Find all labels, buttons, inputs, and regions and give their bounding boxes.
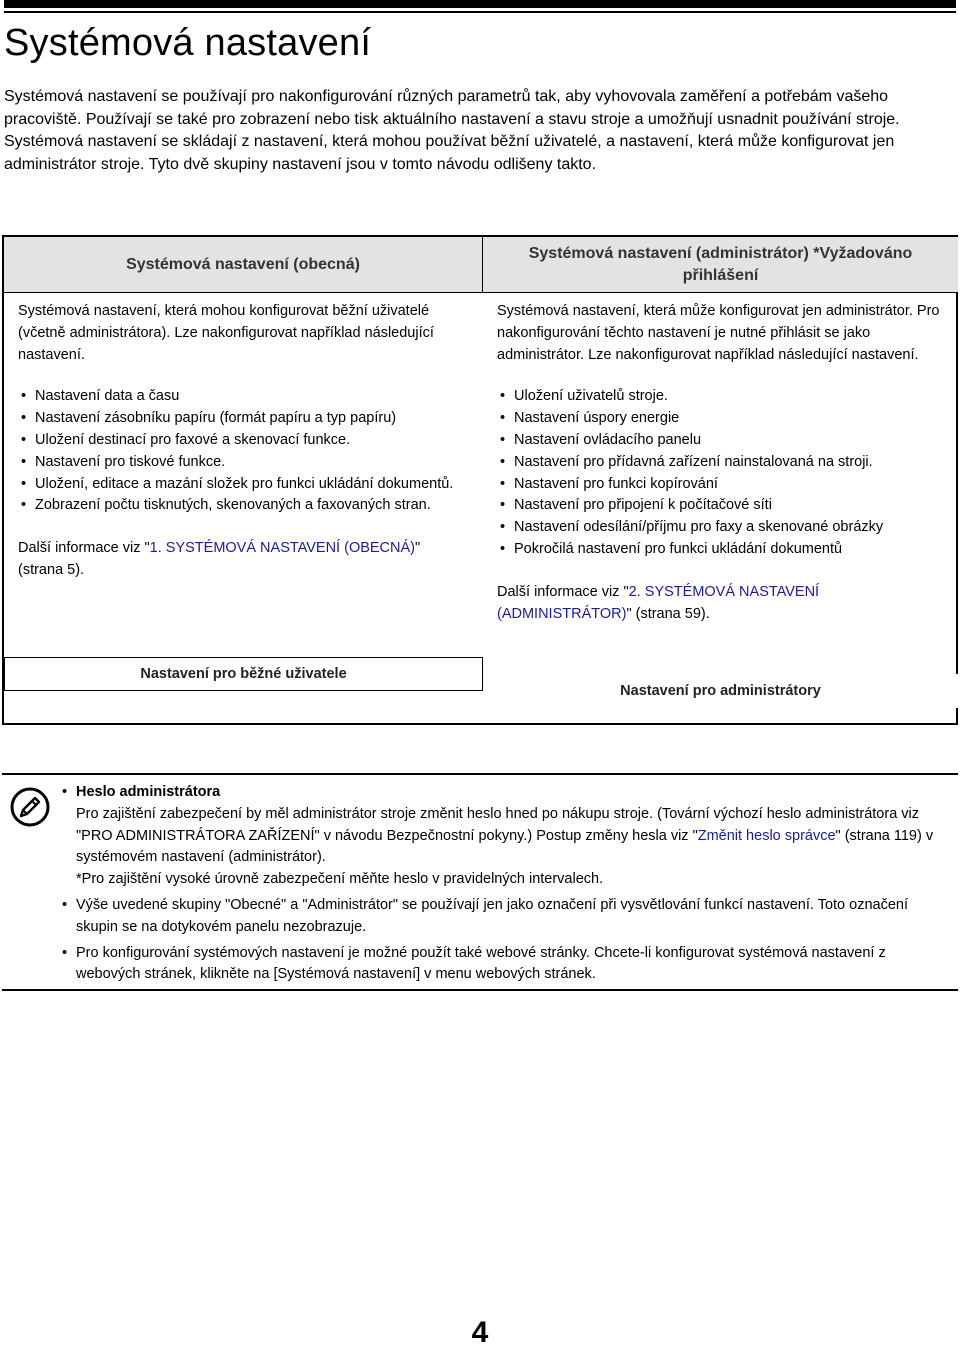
general-settings-column <box>4 237 483 582</box>
change-admin-password-link[interactable]: Změnit heslo správce <box>697 827 836 844</box>
note-text: Pro zajištění zabezpečení by měl administrátor stroje změnit heslo hned po nákupu stroje. (Tovární výchozí heslo administrátora viz "PRO ADMINISTRÁTORA ZAŘÍZENÍ" v návodu Bezpečnostní pokyny.) Postup změny hesla viz " <box>76 805 920 844</box>
general-users-label: Nastavení pro běžné uživatele <box>4 657 483 691</box>
general-settings-link[interactable]: 1. SYSTÉMOVÁ NASTAVENÍ (OBECNÁ) <box>149 540 416 557</box>
list-item: • Zobrazení počtu tisknutých, skenovaných a faxovaných stran. <box>18 495 469 517</box>
note-text: " (strana 119) v systémovém nastavení (administrátor). <box>76 827 934 866</box>
general-more-info <box>18 538 469 582</box>
admin-more-info <box>497 582 944 626</box>
note-heading: • Heslo administrátora <box>76 784 221 800</box>
admin-settings-heading: Systémová nastavení (administrátor) *Vyžadováno přihlášení <box>483 237 958 293</box>
more-info-suffix: " (strana 59). <box>626 605 710 622</box>
list-item: • Uložení uživatelů stroje. <box>497 386 944 408</box>
general-settings-description: Systémová nastavení, která mohou konfigurovat běžní uživatelé (včetně administrátora). Lze nakonfigurovat například následující nastavení. <box>18 303 434 363</box>
admin-settings-link[interactable]: 2. SYSTÉMOVÁ NASTAVENÍ (ADMINISTRÁTOR) <box>497 583 820 622</box>
list-item: • Nastavení pro připojení k počítačové síti <box>497 495 944 517</box>
list-item: • Nastavení ovládacího panelu <box>497 430 944 452</box>
intro-paragraph-2: Systémová nastavení se skládají z nastavení, která mohou používat běžní uživatelé, a nastavení, která může konfigurovat jen administrátor stroje. Tyto dvě skupiny nastavení jsou v tomto návodu odlišeny takto. <box>4 133 895 173</box>
top-rule-thin <box>4 11 956 13</box>
general-settings-heading: Systémová nastavení (obecná) <box>4 237 483 293</box>
intro-paragraph-1: Systémová nastavení se používají pro nakonfigurování různých parametrů tak, aby vyhovovala zaměření a potřebám vašeho pracoviště. Používají se také pro zobrazení nebo tisk aktuálního nastavení a stavu stroje a umožňují usnadnit používání stroje. <box>4 88 900 128</box>
list-item: • Pokročilá nastavení pro funkci ukládání dokumentů <box>497 539 944 561</box>
list-item: • Nastavení zásobníku papíru (formát papíru a typ papíru) <box>18 408 469 430</box>
intro-text <box>4 86 954 176</box>
note-item-groups: • Výše uvedené skupiny "Obecné" a "Administrátor" se používají jen jako označení při vysvětlování funkcí nastavení. Toto označení skupin se na dotykovém panelu nezobrazuje. <box>62 895 948 939</box>
more-info-prefix: Další informace viz " <box>497 583 629 600</box>
list-item: • Nastavení pro tiskové funkce. <box>18 452 469 474</box>
note-item-web: • Pro konfigurování systémových nastavení je možné použít také webové stránky. Chcete-li konfigurovat systémová nastavení z webových stránek, klikněte na [Systémová nastavení] v menu webových stránek. <box>62 943 948 987</box>
admin-settings-list <box>497 386 944 560</box>
general-settings-list <box>18 386 469 517</box>
page-title: Systémová nastavení <box>4 22 372 64</box>
admin-settings-body <box>483 293 958 625</box>
list-item: • Nastavení úspory energie <box>497 408 944 430</box>
page-number: 4 <box>471 1316 489 1349</box>
note-list <box>62 782 948 990</box>
more-info-prefix: Další informace viz " <box>18 540 150 557</box>
list-item: • Nastavení pro funkci kopírování <box>497 474 944 496</box>
note-item-password <box>62 782 948 891</box>
note-extra: *Pro zajištění vysoké úrovně zabezpečení měňte heslo v pravidelných intervalech. <box>76 871 604 888</box>
top-rule <box>0 0 960 14</box>
list-item: • Nastavení pro přídavná zařízení nainstalovaná na stroji. <box>497 452 944 474</box>
list-item: • Uložení, editace a mazání složek pro funkci ukládání dokumentů. <box>18 474 469 496</box>
list-item: • Uložení destinací pro faxové a skenovací funkce. <box>18 430 469 452</box>
general-settings-body <box>4 293 483 582</box>
pencil-note-icon <box>10 787 50 827</box>
list-item: • Nastavení data a času <box>18 386 469 408</box>
top-rule-thick <box>4 0 956 8</box>
administrators-label: Nastavení pro administrátory <box>483 674 958 708</box>
admin-settings-column <box>483 237 958 625</box>
admin-settings-description: Systémová nastavení, která může konfigurovat jen administrátor. Pro nakonfigurování těchto nastavení je nutné přihlásit se jako administrátor. Lze nakonfigurovat například následující nastavení. <box>497 303 940 363</box>
more-info-suffix: " (strana 5). <box>18 540 421 578</box>
list-item: • Nastavení odesílání/příjmu pro faxy a skenované obrázky <box>497 517 944 539</box>
note-box <box>2 773 958 991</box>
settings-groups-table <box>2 235 958 725</box>
